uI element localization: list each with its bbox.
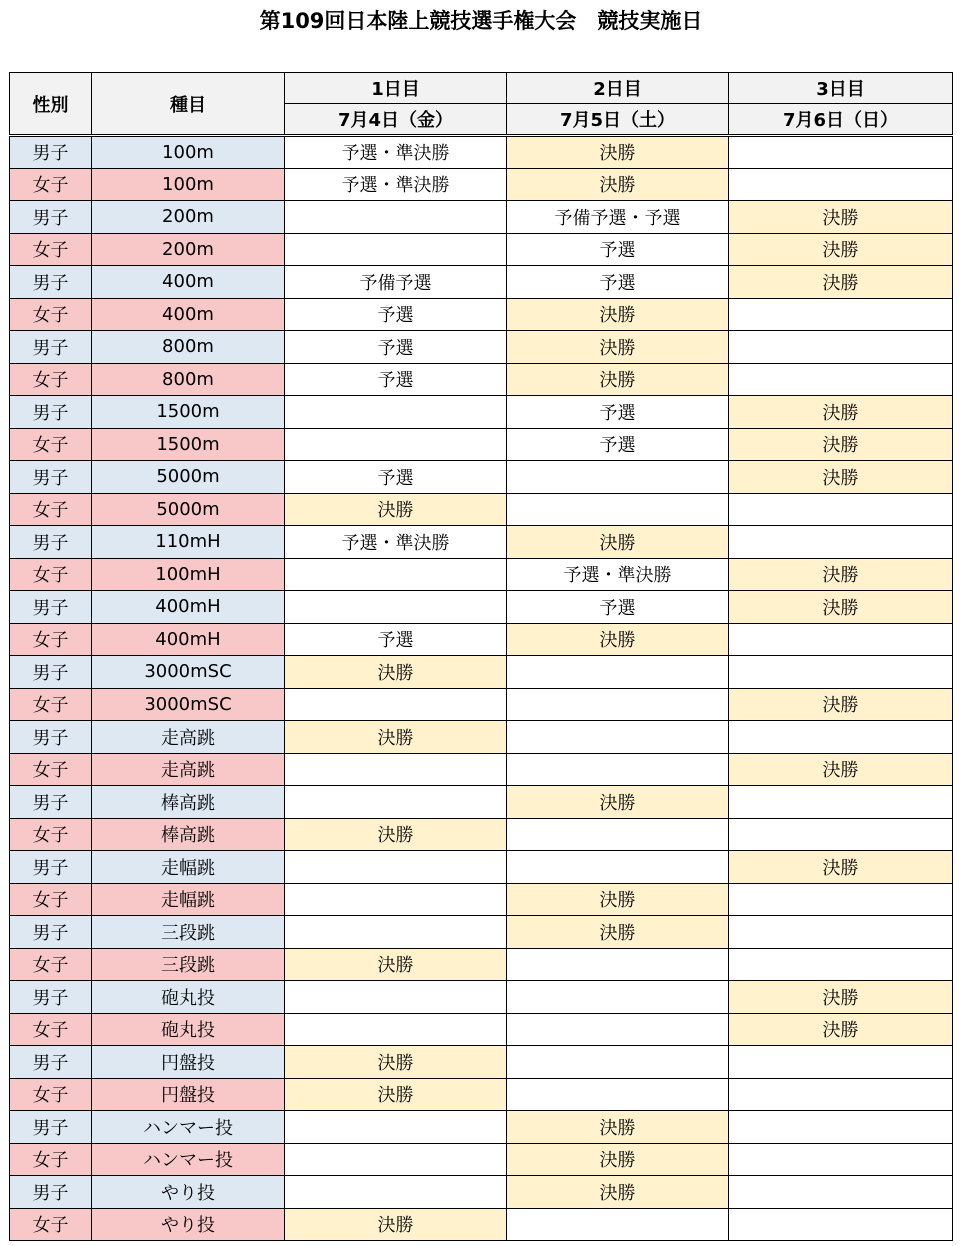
day2-cell: 決勝 [507, 883, 729, 916]
day1-cell: 予選 [285, 363, 507, 396]
event-cell: 200m [92, 233, 285, 266]
day1-cell: 予選 [285, 331, 507, 364]
gender-cell: 女子 [10, 883, 92, 916]
table-row [10, 883, 953, 916]
event-cell: 400mH [92, 591, 285, 624]
table-row [10, 558, 953, 591]
day2-cell [507, 1078, 729, 1111]
day3-cell [729, 1046, 953, 1079]
day2-cell [507, 688, 729, 721]
table-row [10, 818, 953, 851]
header-day2-date: 7月5日（土） [507, 104, 729, 136]
day3-cell [729, 916, 953, 949]
day3-cell [729, 948, 953, 981]
day3-cell: 決勝 [729, 981, 953, 1014]
day2-cell [507, 461, 729, 494]
day3-cell: 決勝 [729, 558, 953, 591]
day2-cell: 決勝 [507, 331, 729, 364]
table-row [10, 981, 953, 1014]
day2-cell: 決勝 [507, 1111, 729, 1144]
table-row [10, 1078, 953, 1111]
table-row [10, 363, 953, 396]
table-row [10, 266, 953, 299]
day1-cell: 決勝 [285, 948, 507, 981]
gender-cell: 男子 [10, 1046, 92, 1079]
day2-cell [507, 1046, 729, 1079]
day3-cell: 決勝 [729, 1013, 953, 1046]
table-row [10, 948, 953, 981]
table-row [10, 688, 953, 721]
event-cell: 砲丸投 [92, 1013, 285, 1046]
event-cell: ハンマー投 [92, 1111, 285, 1144]
day2-cell [507, 1013, 729, 1046]
page-title: 第109回日本陸上競技選手権大会 競技実施日 [259, 9, 703, 33]
day1-cell [285, 1111, 507, 1144]
day2-cell: 決勝 [507, 1176, 729, 1209]
gender-cell: 女子 [10, 753, 92, 786]
table-header [10, 73, 953, 136]
day2-cell: 予選・準決勝 [507, 558, 729, 591]
day1-cell [285, 981, 507, 1014]
gender-cell: 女子 [10, 688, 92, 721]
day3-cell [729, 168, 953, 201]
gender-cell: 女子 [10, 623, 92, 656]
gender-cell: 女子 [10, 298, 92, 331]
day3-cell: 決勝 [729, 396, 953, 429]
day1-cell [285, 786, 507, 819]
table-row [10, 428, 953, 461]
table-row [10, 136, 953, 169]
day1-cell [285, 916, 507, 949]
day1-cell: 決勝 [285, 1046, 507, 1079]
gender-cell: 女子 [10, 1208, 92, 1241]
day1-cell [285, 558, 507, 591]
table-row [10, 623, 953, 656]
event-cell: 100mH [92, 558, 285, 591]
event-cell: 400m [92, 298, 285, 331]
table-row [10, 298, 953, 331]
event-cell: 走幅跳 [92, 851, 285, 884]
day2-cell: 決勝 [507, 168, 729, 201]
gender-cell: 男子 [10, 1111, 92, 1144]
day1-cell [285, 688, 507, 721]
event-cell: 走高跳 [92, 721, 285, 754]
event-cell: 三段跳 [92, 948, 285, 981]
gender-cell: 男子 [10, 981, 92, 1014]
event-cell: 走幅跳 [92, 883, 285, 916]
table-row [10, 201, 953, 234]
day1-cell: 予選・準決勝 [285, 136, 507, 169]
day1-cell [285, 1143, 507, 1176]
event-cell: やり投 [92, 1208, 285, 1241]
day1-cell: 予選 [285, 298, 507, 331]
table-row [10, 916, 953, 949]
gender-cell: 男子 [10, 656, 92, 689]
event-cell: 5000m [92, 493, 285, 526]
day2-cell: 決勝 [507, 526, 729, 559]
gender-cell: 男子 [10, 786, 92, 819]
event-cell: 5000m [92, 461, 285, 494]
day3-cell [729, 298, 953, 331]
day1-cell: 決勝 [285, 493, 507, 526]
day2-cell: 決勝 [507, 298, 729, 331]
gender-cell: 男子 [10, 526, 92, 559]
table-row [10, 753, 953, 786]
day2-cell [507, 721, 729, 754]
day1-cell: 予備予選 [285, 266, 507, 299]
day1-cell [285, 428, 507, 461]
day2-cell: 決勝 [507, 786, 729, 819]
day3-cell: 決勝 [729, 591, 953, 624]
day3-cell [729, 623, 953, 656]
day3-cell [729, 818, 953, 851]
day2-cell: 予選 [507, 266, 729, 299]
table-body [10, 136, 953, 1241]
day1-cell [285, 1176, 507, 1209]
day1-cell: 決勝 [285, 656, 507, 689]
gender-cell: 男子 [10, 916, 92, 949]
day3-cell [729, 526, 953, 559]
day1-cell: 決勝 [285, 818, 507, 851]
day2-cell [507, 1208, 729, 1241]
table-row [10, 851, 953, 884]
event-cell: 棒高跳 [92, 786, 285, 819]
event-cell: やり投 [92, 1176, 285, 1209]
day2-cell: 予選 [507, 591, 729, 624]
event-cell: 走高跳 [92, 753, 285, 786]
day3-cell: 決勝 [729, 851, 953, 884]
table-row [10, 656, 953, 689]
day1-cell [285, 883, 507, 916]
day3-cell [729, 1111, 953, 1144]
gender-cell: 女子 [10, 818, 92, 851]
day2-cell [507, 656, 729, 689]
table-row [10, 461, 953, 494]
day1-cell: 予選・準決勝 [285, 168, 507, 201]
gender-cell: 男子 [10, 266, 92, 299]
event-cell: 100m [92, 136, 285, 169]
day1-cell [285, 396, 507, 429]
table-row [10, 526, 953, 559]
gender-cell: 男子 [10, 331, 92, 364]
header-day2-label: 2日目 [507, 73, 729, 104]
event-cell: 800m [92, 331, 285, 364]
day3-cell: 決勝 [729, 688, 953, 721]
table-row [10, 1143, 953, 1176]
event-cell: 400m [92, 266, 285, 299]
day2-cell [507, 981, 729, 1014]
day1-cell [285, 1013, 507, 1046]
gender-cell: 女子 [10, 948, 92, 981]
day3-cell [729, 363, 953, 396]
table-row [10, 591, 953, 624]
day1-cell: 決勝 [285, 1208, 507, 1241]
event-cell: 円盤投 [92, 1046, 285, 1079]
day1-cell [285, 753, 507, 786]
table-row [10, 233, 953, 266]
gender-cell: 男子 [10, 201, 92, 234]
schedule-table [9, 72, 953, 1241]
event-cell: 200m [92, 201, 285, 234]
day1-cell [285, 201, 507, 234]
table-row [10, 1208, 953, 1241]
day3-cell: 決勝 [729, 201, 953, 234]
day3-cell: 決勝 [729, 461, 953, 494]
gender-cell: 女子 [10, 558, 92, 591]
gender-cell: 男子 [10, 851, 92, 884]
day3-cell [729, 1208, 953, 1241]
table-row [10, 331, 953, 364]
gender-cell: 女子 [10, 1078, 92, 1111]
day2-cell: 決勝 [507, 363, 729, 396]
event-cell: 棒高跳 [92, 818, 285, 851]
event-cell: 1500m [92, 428, 285, 461]
table-row [10, 493, 953, 526]
day2-cell [507, 493, 729, 526]
header-day3-date: 7月6日（日） [729, 104, 953, 136]
event-cell: 800m [92, 363, 285, 396]
event-cell: 110mH [92, 526, 285, 559]
day2-cell: 決勝 [507, 916, 729, 949]
day3-cell [729, 786, 953, 819]
day3-cell [729, 656, 953, 689]
table-row [10, 786, 953, 819]
event-cell: 三段跳 [92, 916, 285, 949]
day2-cell [507, 851, 729, 884]
table-row [10, 1013, 953, 1046]
day2-cell: 決勝 [507, 623, 729, 656]
day1-cell [285, 851, 507, 884]
day3-cell: 決勝 [729, 266, 953, 299]
day2-cell: 決勝 [507, 1143, 729, 1176]
day3-cell [729, 883, 953, 916]
day3-cell [729, 493, 953, 526]
day3-cell [729, 136, 953, 169]
gender-cell: 男子 [10, 136, 92, 169]
day3-cell: 決勝 [729, 753, 953, 786]
gender-cell: 男子 [10, 591, 92, 624]
table-row [10, 168, 953, 201]
gender-cell: 女子 [10, 363, 92, 396]
header-day3-label: 3日目 [729, 73, 953, 104]
day3-cell [729, 1143, 953, 1176]
day2-cell: 予選 [507, 428, 729, 461]
gender-cell: 男子 [10, 396, 92, 429]
table-row [10, 1046, 953, 1079]
day2-cell [507, 753, 729, 786]
day3-cell [729, 331, 953, 364]
gender-cell: 男子 [10, 1176, 92, 1209]
table-row [10, 721, 953, 754]
header-event: 種目 [92, 73, 285, 136]
event-cell: 3000mSC [92, 656, 285, 689]
event-cell: 円盤投 [92, 1078, 285, 1111]
day1-cell: 予選・準決勝 [285, 526, 507, 559]
day3-cell: 決勝 [729, 233, 953, 266]
event-cell: 400mH [92, 623, 285, 656]
day1-cell [285, 591, 507, 624]
day3-cell [729, 1176, 953, 1209]
day2-cell: 予備予選・予選 [507, 201, 729, 234]
header-day1-label: 1日目 [285, 73, 507, 104]
day2-cell: 決勝 [507, 136, 729, 169]
table-row [10, 1111, 953, 1144]
event-cell: 1500m [92, 396, 285, 429]
table-row [10, 396, 953, 429]
day3-cell [729, 1078, 953, 1111]
gender-cell: 女子 [10, 493, 92, 526]
day2-cell [507, 818, 729, 851]
day2-cell [507, 948, 729, 981]
day1-cell: 予選 [285, 623, 507, 656]
day1-cell [285, 233, 507, 266]
day2-cell: 予選 [507, 396, 729, 429]
gender-cell: 女子 [10, 168, 92, 201]
day3-cell [729, 721, 953, 754]
gender-cell: 男子 [10, 461, 92, 494]
gender-cell: 男子 [10, 721, 92, 754]
gender-cell: 女子 [10, 1143, 92, 1176]
event-cell: 100m [92, 168, 285, 201]
table-row [10, 1176, 953, 1209]
event-cell: 3000mSC [92, 688, 285, 721]
event-cell: 砲丸投 [92, 981, 285, 1014]
day3-cell: 決勝 [729, 428, 953, 461]
gender-cell: 女子 [10, 1013, 92, 1046]
gender-cell: 女子 [10, 428, 92, 461]
event-cell: ハンマー投 [92, 1143, 285, 1176]
gender-cell: 女子 [10, 233, 92, 266]
day1-cell: 予選 [285, 461, 507, 494]
day1-cell: 決勝 [285, 721, 507, 754]
header-day1-date: 7月4日（金） [285, 104, 507, 136]
day2-cell: 予選 [507, 233, 729, 266]
header-gender: 性別 [10, 73, 92, 136]
day1-cell: 決勝 [285, 1078, 507, 1111]
